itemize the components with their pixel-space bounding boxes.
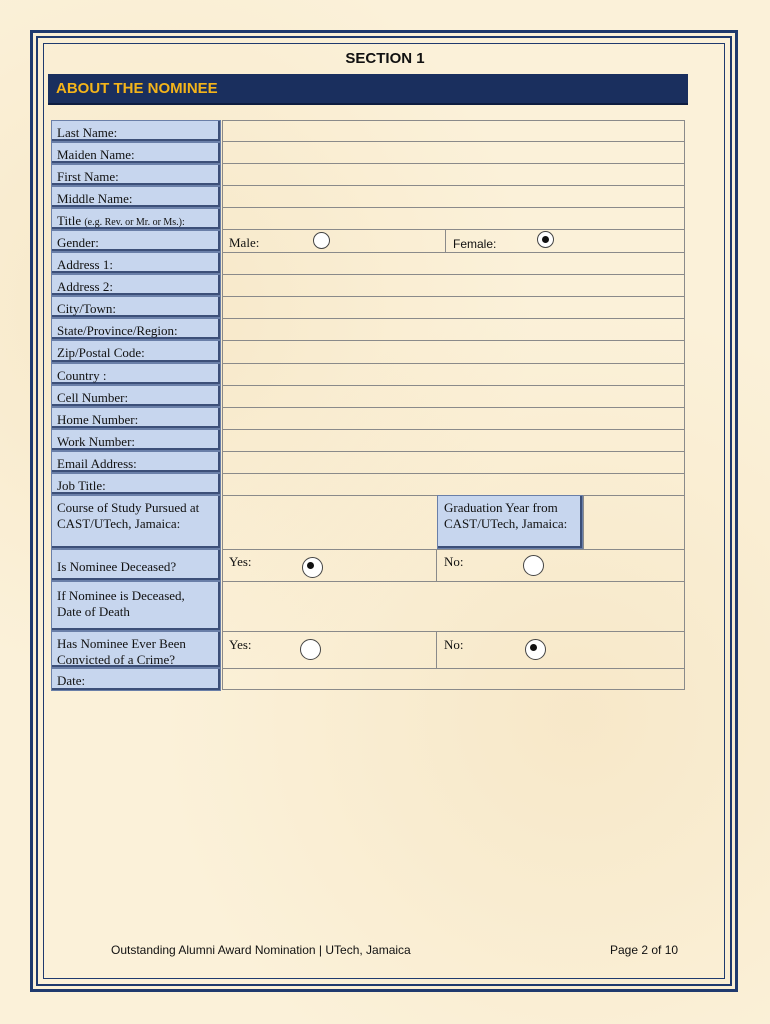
state-label: State/Province/Region: [51,318,221,340]
col-line [436,631,437,668]
maiden-name-field[interactable] [222,142,685,164]
middle-name-field[interactable] [222,186,685,208]
deceased-no-radio[interactable] [523,555,544,576]
first-name-label: First Name: [51,164,221,186]
state-field[interactable] [222,318,685,340]
col-line [583,495,584,549]
convicted-label: Has Nominee Ever Been Convicted of a Crime? [51,631,221,668]
country-field[interactable] [222,363,685,385]
title-hint: (e.g. Rev. or Mr. or Ms.): [84,217,185,228]
first-name-field[interactable] [222,164,685,186]
section-banner [48,74,688,105]
female-option-label: Female: [453,237,497,251]
zip-field[interactable] [222,340,685,363]
last-name-label: Last Name: [51,120,221,142]
grad-year-field[interactable] [583,495,685,549]
work-field[interactable] [222,429,685,451]
email-label: Email Address: [51,451,221,473]
footer-title: Outstanding Alumni Award Nomination | UTech, Jamaica [111,943,411,957]
convicted-no-radio[interactable] [525,639,546,660]
death-date-field[interactable] [222,581,685,631]
job-label: Job Title: [51,473,221,495]
last-name-field[interactable] [222,120,685,142]
course-label: Course of Study Pursued at CAST/UTech, Jamaica: [51,495,221,549]
country-label: Country : [51,363,221,385]
address1-field[interactable] [222,252,685,274]
address2-field[interactable] [222,274,685,296]
convicted-yes-label: Yes: [229,637,252,652]
col-line [436,549,437,581]
female-radio[interactable] [537,231,554,248]
zip-label: Zip/Postal Code: [51,340,221,363]
email-field[interactable] [222,451,685,473]
cell-field[interactable] [222,385,685,407]
home-field[interactable] [222,407,685,429]
cell-label: Cell Number: [51,385,221,407]
page-number: Page 2 of 10 [610,943,679,957]
col-line [445,229,446,252]
title-field[interactable] [222,208,685,230]
work-label: Work Number: [51,429,221,451]
section-title: SECTION 1 [345,50,425,67]
date-label: Date: [51,668,221,691]
date-field[interactable] [222,668,685,690]
city-label: City/Town: [51,296,221,318]
deceased-yes-label: Yes: [229,554,252,569]
deceased-no-label: No: [444,554,464,569]
deceased-label: Is Nominee Deceased? [51,549,221,581]
job-field[interactable] [222,473,685,495]
maiden-name-label: Maiden Name: [51,142,221,164]
convicted-no-label: No: [444,637,464,652]
address1-label: Address 1: [51,252,221,274]
row-line [222,549,685,550]
male-option-label: Male: [229,235,260,250]
male-radio[interactable] [313,232,330,249]
convicted-yes-radio[interactable] [300,639,321,660]
address2-label: Address 2: [51,274,221,296]
city-field[interactable] [222,296,685,318]
banner-title: ABOUT THE NOMINEE [56,80,218,97]
home-label: Home Number: [51,407,221,429]
deceased-yes-radio[interactable] [302,557,323,578]
middle-name-label: Middle Name: [51,186,221,208]
death-date-label: If Nominee is Deceased, Date of Death [51,581,221,631]
title-label [51,208,221,230]
row-line [222,631,685,632]
gender-label: Gender: [51,230,221,252]
course-field[interactable] [222,495,437,549]
grad-year-label: Graduation Year from CAST/UTech, Jamaica: [437,495,583,549]
title-label-text: Title [57,213,82,228]
